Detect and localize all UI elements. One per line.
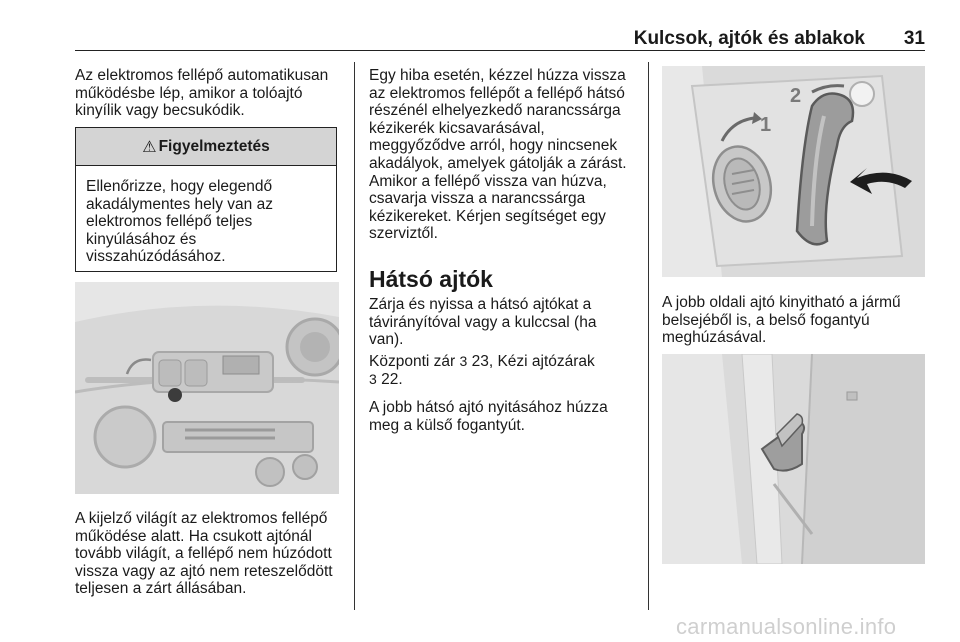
step-label-1: 1: [760, 114, 772, 136]
reference-arrow-icon: 3: [369, 370, 377, 387]
warning-title: Figyelmeztetés: [158, 137, 270, 155]
interior-door-handle-illustration: [662, 354, 925, 564]
header-rule: [75, 50, 925, 51]
intro-paragraph: Az elektromos fellépő automatikusan működésbe lép, amikor a tolóajtó kinyílik vagy becsukódik.: [75, 67, 329, 120]
cross-reference-paragraph: Központi zár 3 23, Kézi ajtózárak 3 22.: [369, 353, 595, 388]
section-title: Hátsó ajtók: [369, 266, 493, 292]
reference-arrow-icon: 3: [459, 353, 468, 369]
reference-manual-lock[interactable]: 22.: [381, 370, 403, 388]
reference-central-lock[interactable]: 23, Kézi ajtózárak: [471, 353, 595, 370]
step-handwheel-illustration: [662, 66, 925, 277]
display-caption: A kijelző világít az elektromos fellépő működése alatt. Ha csukott ajtónál tovább világít, a fellépő nem húzódott vissza vagy az ajtó nem reteszelődött teljesen a zárt állásában.: [75, 510, 333, 598]
page-header: [75, 28, 925, 50]
dashboard-illustration: [75, 282, 339, 494]
rear-doors-paragraph: Zárja és nyissa a hátsó ajtókat a távirányítóval vagy a kulccsal (ha van).: [369, 296, 597, 349]
warning-header: [76, 128, 336, 166]
right-rear-door-paragraph: A jobb hátsó ajtó nyitásához húzza meg a külső fogantyút.: [369, 399, 608, 434]
step-label-2: 2: [790, 85, 802, 107]
warning-box: [75, 127, 337, 272]
page-number: 31: [903, 28, 925, 49]
header-title: Kulcsok, ajtók és ablakok: [633, 28, 865, 49]
inner-handle-caption: A jobb oldali ajtó kinyitható a jármű belsejéből is, a belső fogantyú meghúzásával.: [662, 294, 901, 347]
warning-triangle-icon: ⚠: [142, 138, 157, 156]
column-divider-2: [648, 62, 649, 610]
column-divider-1: [354, 62, 355, 610]
manual-retract-paragraph: Egy hiba esetén, kézzel húzza vissza az elektromos fellépőt a fellépő hátsó részénél elhelyezkedő narancssárga kézikerék kicsavarásával, meggyőződve arról, hogy nincsenek akadályok, amelyek gátolják a zárást. Amikor a fellépő vissza van húzva, csavarja vissza a narancssárga kézikereket. Kérjen segítséget egy szerviztől.: [369, 67, 627, 243]
warning-body: Ellenőrizze, hogy elegendő akadálymentes hely van az elektromos fellépő teljes kinyúlásához és visszahúzódásához.: [86, 178, 273, 266]
watermark: carmanualsonline.info: [676, 614, 897, 639]
